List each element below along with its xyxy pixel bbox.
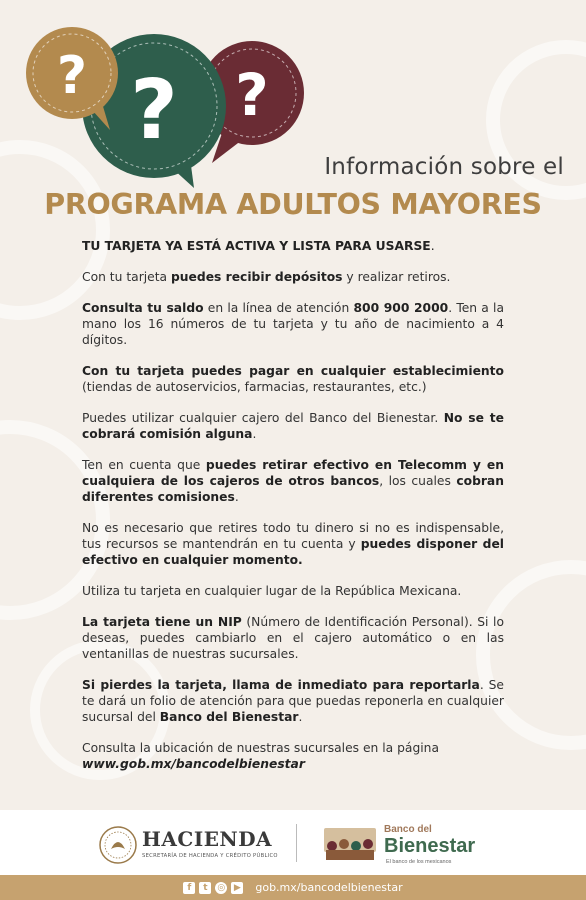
twitter-icon[interactable]: t	[199, 882, 211, 894]
logo-divider	[296, 824, 297, 862]
footer-url-link[interactable]: gob.mx/bancodelbienestar	[255, 881, 403, 894]
instagram-icon[interactable]: ◎	[215, 882, 227, 894]
svg-text:?: ?	[235, 61, 269, 129]
page-title: PROGRAMA ADULTOS MAYORES	[44, 188, 542, 221]
svg-text:?: ?	[56, 46, 88, 106]
paragraph-nip: La tarjeta tiene un NIP (Número de Identificación Personal). Si lo deseas, puedes cambiarlo en el cajero automático o en las ventanillas de nuestras sucursales.	[82, 615, 504, 661]
paragraph-lost-card: Si pierdes la tarjeta, llama de inmediato para reportarla. Se te dará un folio de atención para que puedas reponerla en cualquier sucursal del Banco del Bienestar.	[82, 678, 504, 724]
footer-bar	[0, 875, 586, 900]
title-subheading: Información sobre el	[324, 154, 564, 180]
info-body	[82, 238, 504, 772]
paragraph-other-banks: Ten en cuenta que puedes retirar efectivo en Telecomm y en cualquiera de los cajeros de otros bancos, los cuales cobran diferentes comisiones.	[82, 458, 504, 504]
mexico-seal-icon	[98, 825, 138, 865]
logos-band	[0, 810, 586, 875]
banco-logo-tagline: El banco de los mexicanos	[386, 859, 452, 865]
paragraph-withdraw-anytime: No es necesario que retires todo tu dinero si no es indispensable, tus recursos se mantendrán en tu cuenta y puedes disponer del efectivo en cualquier momento.	[82, 521, 504, 567]
youtube-icon[interactable]: ▶	[231, 882, 243, 894]
hacienda-logo-text: HACIENDA	[142, 827, 273, 851]
paragraph-balance: Consulta tu saldo en la línea de atención 800 900 2000. Ten a la mano los 16 números de tu tarjeta y tu año de nacimiento a 4 dígitos.	[82, 301, 505, 347]
paragraph-atm: Puedes utilizar cualquier cajero del Banco del Bienestar. No se te cobrará comisión alguna.	[82, 411, 504, 441]
svg-text:?: ?	[130, 63, 178, 158]
banco-logo-big-text: Bienestar	[384, 835, 476, 857]
phone-number: 800 900 2000	[353, 301, 449, 315]
paragraph-payments: Con tu tarjeta puedes pagar en cualquier establecimiento (tiendas de autoservicios, farmacias, restaurantes, etc.)	[82, 364, 504, 394]
banco-logo-small-text: Banco del	[384, 824, 432, 835]
paragraph-deposits: Con tu tarjeta puedes recibir depósitos y realizar retiros.	[82, 270, 451, 284]
paragraph-usage: Utiliza tu tarjeta en cualquier lugar de la República Mexicana.	[82, 584, 462, 598]
paragraph-card-active: TU TARJETA YA ESTÁ ACTIVA Y LISTA PARA USARSE.	[82, 239, 435, 253]
facebook-icon[interactable]: f	[183, 882, 195, 894]
banco-bienestar-people-icon	[320, 822, 380, 864]
website-link[interactable]: www.gob.mx/bancodelbienestar	[82, 757, 305, 771]
paragraph-branches: Consulta la ubicación de nuestras sucursales en la página www.gob.mx/bancodelbienestar	[82, 741, 439, 771]
hacienda-logo-subtitle: SECRETARÍA DE HACIENDA Y CRÉDITO PÚBLICO	[142, 853, 278, 859]
question-bubble-gold-icon	[26, 27, 118, 130]
